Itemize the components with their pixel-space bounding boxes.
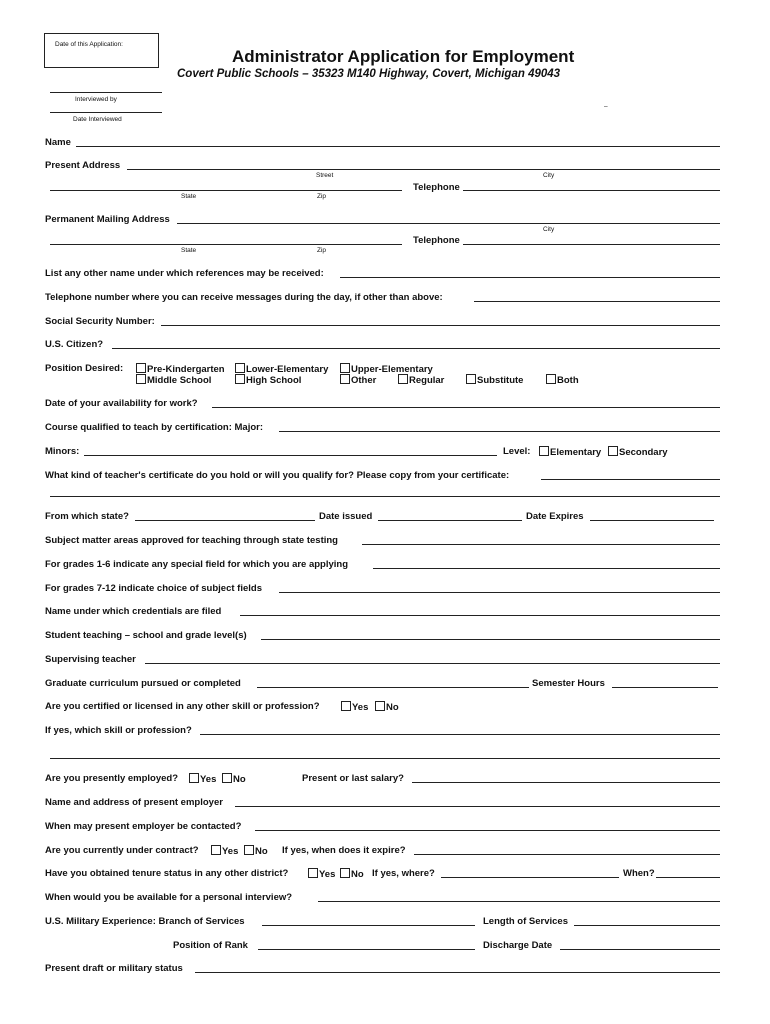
semester-hours-label: Semester Hours	[532, 678, 605, 689]
no-text: No	[386, 702, 399, 713]
permanent-address-input[interactable]	[177, 223, 720, 224]
state-sublabel: State	[181, 193, 197, 200]
position-desired-label: Position Desired:	[45, 363, 124, 374]
availability-label: Date of your availability for work?	[45, 398, 198, 409]
supervising-teacher-label: Supervising teacher	[45, 654, 136, 665]
elementary-option[interactable]	[539, 446, 601, 458]
checkbox-icon[interactable]	[398, 374, 408, 384]
name-label: Name	[45, 137, 71, 148]
tenure-yes-option[interactable]	[308, 868, 335, 880]
elementary-text: Elementary	[550, 447, 602, 458]
both-text: Both	[557, 375, 579, 386]
date-expires-input[interactable]	[590, 520, 714, 521]
subject-matter-label: Subject matter areas approved for teaching through state testing	[45, 535, 338, 546]
subject-matter-input[interactable]	[362, 544, 720, 545]
other-name-label: List any other name under which references may be received:	[45, 268, 324, 279]
checkbox-icon[interactable]	[546, 374, 556, 384]
length-service-input[interactable]	[574, 925, 720, 926]
tenure-label: Have you obtained tenure status in any other district?	[45, 868, 289, 879]
substitute-option[interactable]	[466, 374, 523, 386]
present-address-label: Present Address	[45, 160, 121, 171]
checkbox-icon[interactable]	[375, 701, 385, 711]
checkbox-icon[interactable]	[235, 374, 245, 384]
telephone-label: Telephone	[413, 182, 460, 193]
rank-input[interactable]	[258, 949, 475, 950]
contract-no-option[interactable]	[244, 845, 268, 857]
level-label: Level:	[503, 446, 531, 457]
checkbox-icon[interactable]	[539, 446, 549, 456]
which-skill-input-line2[interactable]	[50, 758, 720, 759]
interview-availability-input[interactable]	[318, 901, 720, 902]
no-text: No	[351, 869, 364, 880]
employed-label: Are you presently employed?	[45, 773, 179, 784]
yes-text: Yes	[222, 846, 239, 857]
certified-other-label: Are you certified or licensed in any other skill or profession?	[45, 701, 320, 712]
tenure-where-label: If yes, where?	[372, 868, 435, 879]
page-subtitle: Covert Public Schools – 35323 M140 Highway, Covert, Michigan 49043	[177, 68, 561, 80]
checkbox-icon[interactable]	[308, 868, 318, 878]
grades-7-12-label: For grades 7-12 indicate choice of subject fields	[45, 583, 262, 594]
when-input[interactable]	[656, 877, 720, 878]
interview-availability-label: When would you be available for a personal interview?	[45, 892, 293, 903]
middle-school-option[interactable]	[136, 374, 211, 386]
day-phone-input[interactable]	[474, 301, 720, 302]
credentials-name-input[interactable]	[240, 615, 720, 616]
header-dash: –	[604, 103, 608, 110]
major-input[interactable]	[279, 431, 720, 432]
contract-expire-input[interactable]	[414, 854, 720, 855]
date-issued-input[interactable]	[378, 520, 522, 521]
tenure-no-option[interactable]	[340, 868, 364, 880]
under-contract-label: Are you currently under contract?	[45, 845, 199, 856]
draft-status-label: Present draft or military status	[45, 963, 183, 974]
name-input[interactable]	[76, 146, 720, 147]
employed-no-option[interactable]	[222, 773, 246, 785]
from-state-input[interactable]	[135, 520, 315, 521]
upper-elementary-text: Upper-Elementary	[351, 364, 433, 375]
availability-input[interactable]	[212, 407, 720, 408]
high-school-option[interactable]	[235, 374, 301, 386]
date-expires-label: Date Expires	[526, 511, 584, 522]
grades-1-6-input[interactable]	[373, 568, 720, 569]
discharge-date-input[interactable]	[560, 949, 720, 950]
no-text: No	[233, 774, 246, 785]
middle-school-text: Middle School	[147, 375, 212, 386]
telephone-label: Telephone	[413, 235, 460, 246]
student-teaching-input[interactable]	[261, 639, 720, 640]
both-option[interactable]	[546, 374, 579, 386]
yes-text: Yes	[319, 869, 336, 880]
employer-name-input[interactable]	[235, 806, 720, 807]
application-date-box[interactable]	[44, 33, 159, 68]
ssn-input[interactable]	[161, 325, 720, 326]
contract-yes-option[interactable]	[211, 845, 238, 857]
certified-yes-option[interactable]	[341, 701, 368, 713]
regular-text: Regular	[409, 375, 445, 386]
employer-name-label: Name and address of present employer	[45, 797, 223, 808]
regular-option[interactable]	[398, 374, 444, 386]
telephone-input[interactable]	[463, 190, 720, 191]
citizen-input[interactable]	[112, 348, 720, 349]
city-sublabel: City	[543, 226, 555, 233]
secondary-text: Secondary	[619, 447, 668, 458]
citizen-label: U.S. Citizen?	[45, 339, 104, 350]
grad-curriculum-input[interactable]	[257, 687, 529, 688]
from-state-label: From which state?	[45, 511, 129, 522]
present-address-input[interactable]	[127, 169, 720, 170]
secondary-option[interactable]	[608, 446, 668, 458]
state-sublabel: State	[181, 247, 197, 254]
permanent-state-zip-input[interactable]	[50, 244, 402, 245]
ssn-label: Social Security Number:	[45, 316, 155, 327]
page-title: Administrator Application for Employment	[232, 47, 575, 66]
when-label: When?	[623, 868, 655, 879]
course-qualified-label: Course qualified to teach by certification: Major:	[45, 422, 264, 433]
high-school-text: High School	[246, 375, 302, 386]
zip-sublabel: Zip	[317, 193, 327, 200]
length-service-label: Length of Services	[483, 916, 568, 927]
present-state-zip-input[interactable]	[50, 190, 402, 191]
checkbox-icon[interactable]	[340, 363, 350, 373]
minors-label: Minors:	[45, 446, 80, 457]
certificate-input[interactable]	[541, 479, 720, 480]
application-date-label: Date of this Application:	[55, 41, 123, 48]
grades-7-12-input[interactable]	[279, 592, 720, 593]
date-interviewed-line[interactable]	[50, 112, 162, 113]
lower-elementary-text: Lower-Elementary	[246, 364, 329, 375]
supervising-teacher-input[interactable]	[145, 663, 720, 664]
checkbox-icon[interactable]	[211, 845, 221, 855]
checkbox-icon[interactable]	[340, 868, 350, 878]
yes-text: Yes	[352, 702, 369, 713]
certificate-label: What kind of teacher's certificate do you hold or will you qualify for? Please copy from your certificate:	[45, 470, 510, 481]
interviewed-by-line[interactable]	[50, 92, 162, 93]
yes-text: Yes	[200, 774, 217, 785]
semester-hours-input[interactable]	[612, 687, 718, 688]
checkbox-icon[interactable]	[340, 374, 350, 384]
certificate-input-line2[interactable]	[50, 496, 720, 497]
no-text: No	[255, 846, 268, 857]
date-interviewed-label: Date Interviewed	[73, 116, 122, 123]
interviewed-by-label: Interviewed by	[75, 96, 117, 103]
discharge-date-label: Discharge Date	[483, 940, 553, 951]
street-sublabel: Street	[316, 172, 334, 179]
zip-sublabel: Zip	[317, 247, 327, 254]
military-branch-input[interactable]	[262, 925, 475, 926]
checkbox-icon[interactable]	[608, 446, 618, 456]
day-phone-label: Telephone number where you can receive messages during the day, if other than above:	[45, 292, 443, 303]
permanent-address-label: Permanent Mailing Address	[45, 214, 170, 225]
other-name-input[interactable]	[340, 277, 720, 278]
pre-k-text: Pre-Kindergarten	[147, 364, 225, 375]
employed-yes-option[interactable]	[189, 773, 216, 785]
checkbox-icon[interactable]	[244, 845, 254, 855]
other-text: Other	[351, 375, 377, 386]
minors-input[interactable]	[84, 455, 497, 456]
military-branch-label: U.S. Military Experience: Branch of Services	[45, 916, 245, 927]
date-issued-label: Date issued	[319, 511, 373, 522]
salary-input[interactable]	[412, 782, 720, 783]
city-sublabel: City	[543, 172, 555, 179]
credentials-name-label: Name under which credentials are filed	[45, 606, 222, 617]
checkbox-icon[interactable]	[189, 773, 199, 783]
checkbox-icon[interactable]	[235, 363, 245, 373]
tenure-where-input[interactable]	[441, 877, 619, 878]
draft-status-input[interactable]	[195, 972, 720, 973]
grad-curriculum-label: Graduate curriculum pursued or completed	[45, 678, 241, 689]
which-skill-label: If yes, which skill or profession?	[45, 725, 192, 736]
rank-label: Position of Rank	[173, 940, 248, 951]
student-teaching-label: Student teaching – school and grade level(s)	[45, 630, 247, 641]
checkbox-icon[interactable]	[222, 773, 232, 783]
contact-when-label: When may present employer be contacted?	[45, 821, 242, 832]
permanent-telephone-input[interactable]	[463, 244, 720, 245]
salary-label: Present or last salary?	[302, 773, 404, 784]
checkbox-icon[interactable]	[136, 374, 146, 384]
checkbox-icon[interactable]	[466, 374, 476, 384]
certified-no-option[interactable]	[375, 701, 399, 713]
substitute-text: Substitute	[477, 375, 524, 386]
contract-expire-label: If yes, when does it expire?	[282, 845, 406, 856]
other-option[interactable]	[340, 374, 376, 386]
contact-when-input[interactable]	[255, 830, 720, 831]
checkbox-icon[interactable]	[136, 363, 146, 373]
checkbox-icon[interactable]	[341, 701, 351, 711]
grades-1-6-label: For grades 1-6 indicate any special field for which you are applying	[45, 559, 349, 570]
which-skill-input[interactable]	[200, 734, 720, 735]
